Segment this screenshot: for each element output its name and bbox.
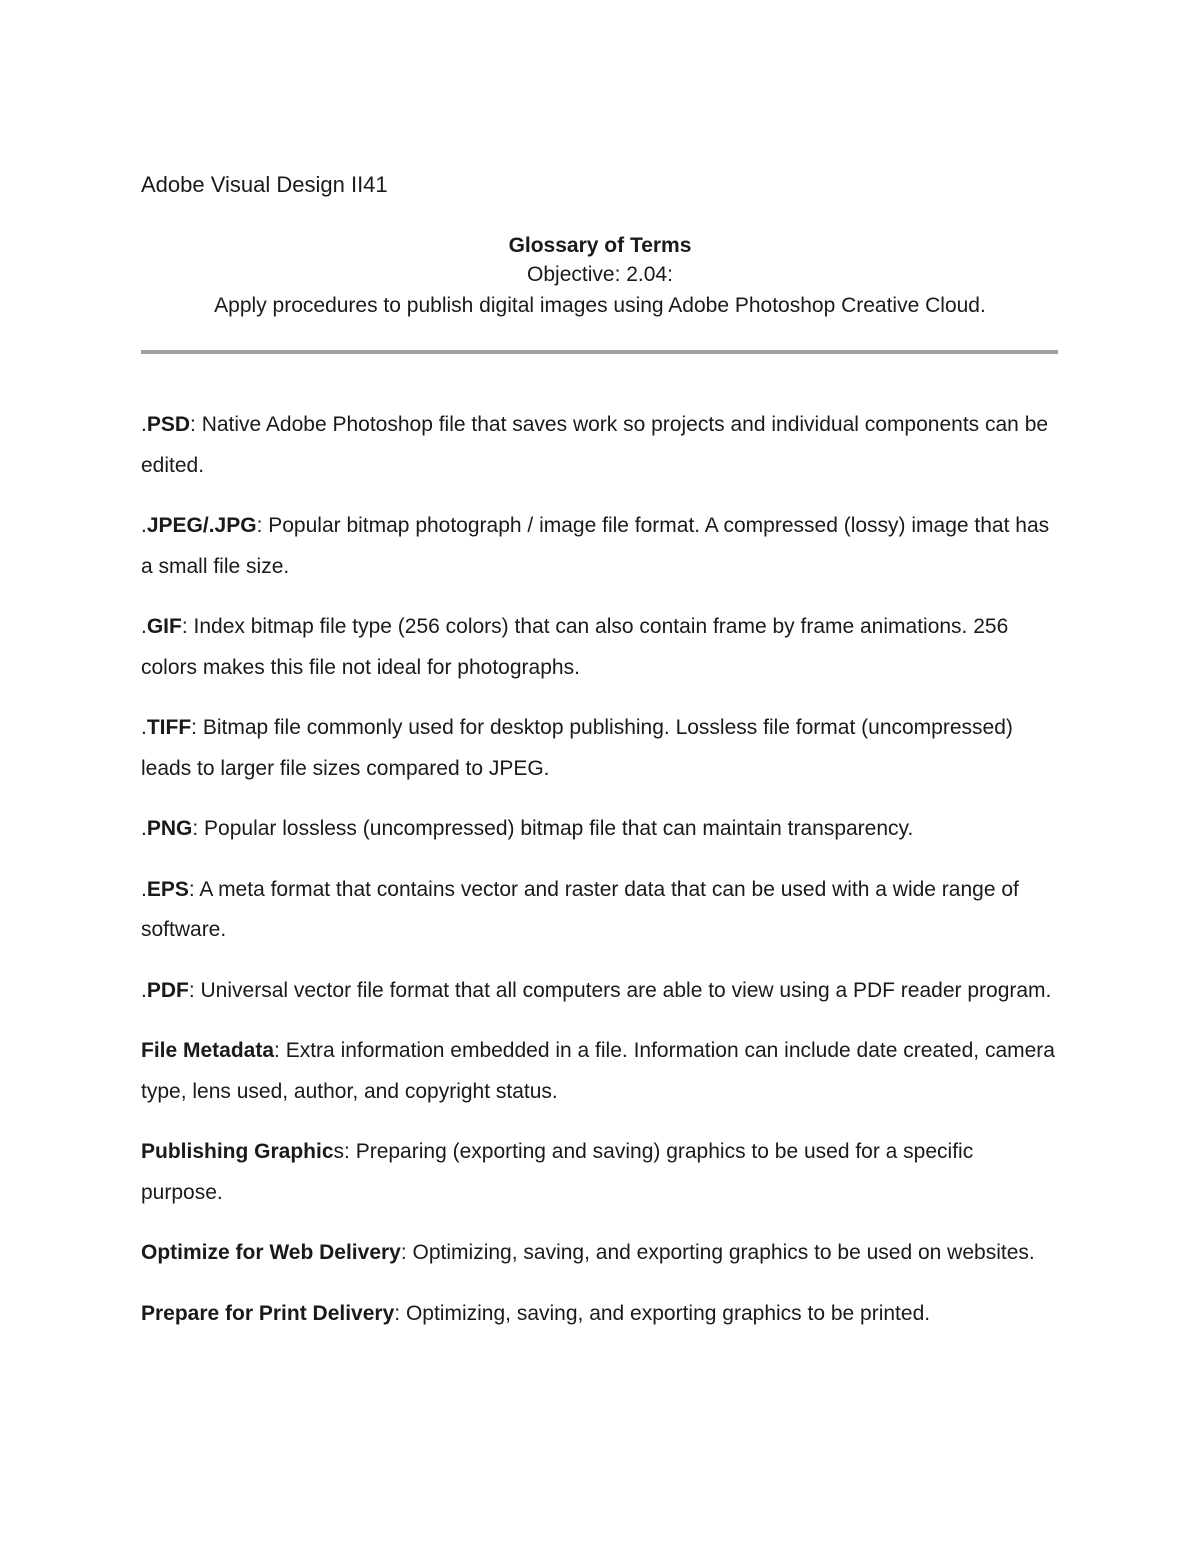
glossary-definition: : Optimizing, saving, and exporting graphics to be printed. <box>394 1301 931 1325</box>
glossary-definition: : Popular lossless (uncompressed) bitmap file that can maintain transparency. <box>192 817 914 840</box>
glossary-entry-web-delivery <box>141 1233 1056 1274</box>
term-prefix: . <box>141 877 147 901</box>
glossary-entry-tiff <box>141 708 1056 789</box>
glossary-definition: : A meta format that contains vector and raster data that can be used with a wide range of software. <box>141 877 1019 941</box>
glossary-term: EPS <box>146 877 189 901</box>
glossary-definition: : Extra information embedded in a file. Information can include date created, camera type, lens used, author, and copyright status. <box>141 1039 1055 1103</box>
glossary-entry-print-delivery <box>141 1294 1056 1335</box>
glossary-term: File Metadata <box>141 1039 275 1062</box>
glossary-term: PDF <box>146 978 189 1002</box>
glossary-term: GIF <box>146 615 182 638</box>
glossary-definition: : Bitmap file commonly used for desktop publishing. Lossless file format (uncompressed) leads to larger file sizes compared to JPEG. <box>141 716 1013 780</box>
glossary-entry-png <box>141 809 1056 850</box>
glossary-entry-pdf <box>141 971 1056 1012</box>
term-prefix: . <box>141 716 147 739</box>
glossary-definition: : Native Adobe Photoshop file that saves work so projects and individual components can be edited. <box>141 413 1049 477</box>
term-prefix: . <box>141 978 147 1002</box>
document-header <box>100 232 1100 322</box>
horizontal-divider <box>141 350 1058 354</box>
glossary-term: Prepare for Print Delivery <box>141 1301 395 1325</box>
term-prefix: . <box>141 615 147 638</box>
glossary-entry-file-metadata <box>141 1031 1056 1112</box>
glossary-entry-eps <box>141 870 1056 951</box>
glossary-entry-gif <box>141 607 1056 688</box>
glossary-list <box>141 405 1056 1354</box>
glossary-term: JPEG/.JPG <box>146 514 257 537</box>
term-prefix: . <box>141 413 147 436</box>
glossary-entry-publishing-graphics <box>141 1132 1056 1213</box>
document-title: Glossary of Terms <box>508 234 692 257</box>
course-title: Adobe Visual Design II41 <box>141 172 388 197</box>
objective-description: Apply procedures to publish digital images using Adobe Photoshop Creative Cloud. <box>214 294 986 317</box>
glossary-definition: : Universal vector file format that all computers are able to view using a PDF reader program. <box>188 978 1052 1002</box>
term-suffix: s <box>333 1140 345 1163</box>
glossary-definition: : Index bitmap file type (256 colors) that can also contain frame by frame animations. 256 colors makes this file not ideal for photographs. <box>141 615 1009 679</box>
glossary-term: Optimize for Web Delivery <box>141 1241 401 1264</box>
glossary-definition: : Popular bitmap photograph / image file format. A compressed (lossy) image that has a small file size. <box>141 514 1050 578</box>
glossary-term: Publishing Graphic <box>141 1140 334 1163</box>
glossary-term: TIFF <box>146 716 192 739</box>
term-prefix: . <box>141 817 147 840</box>
term-prefix: . <box>141 514 147 537</box>
glossary-definition: : Optimizing, saving, and exporting graphics to be used on websites. <box>400 1241 1035 1264</box>
glossary-term: PNG <box>146 817 193 840</box>
glossary-definition: : Preparing (exporting and saving) graphics to be used for a specific purpose. <box>141 1140 974 1204</box>
glossary-term: PSD <box>146 413 191 436</box>
glossary-entry-psd <box>141 405 1056 486</box>
glossary-entry-jpeg <box>141 506 1056 587</box>
objective-line: Objective: 2.04: <box>527 263 673 286</box>
